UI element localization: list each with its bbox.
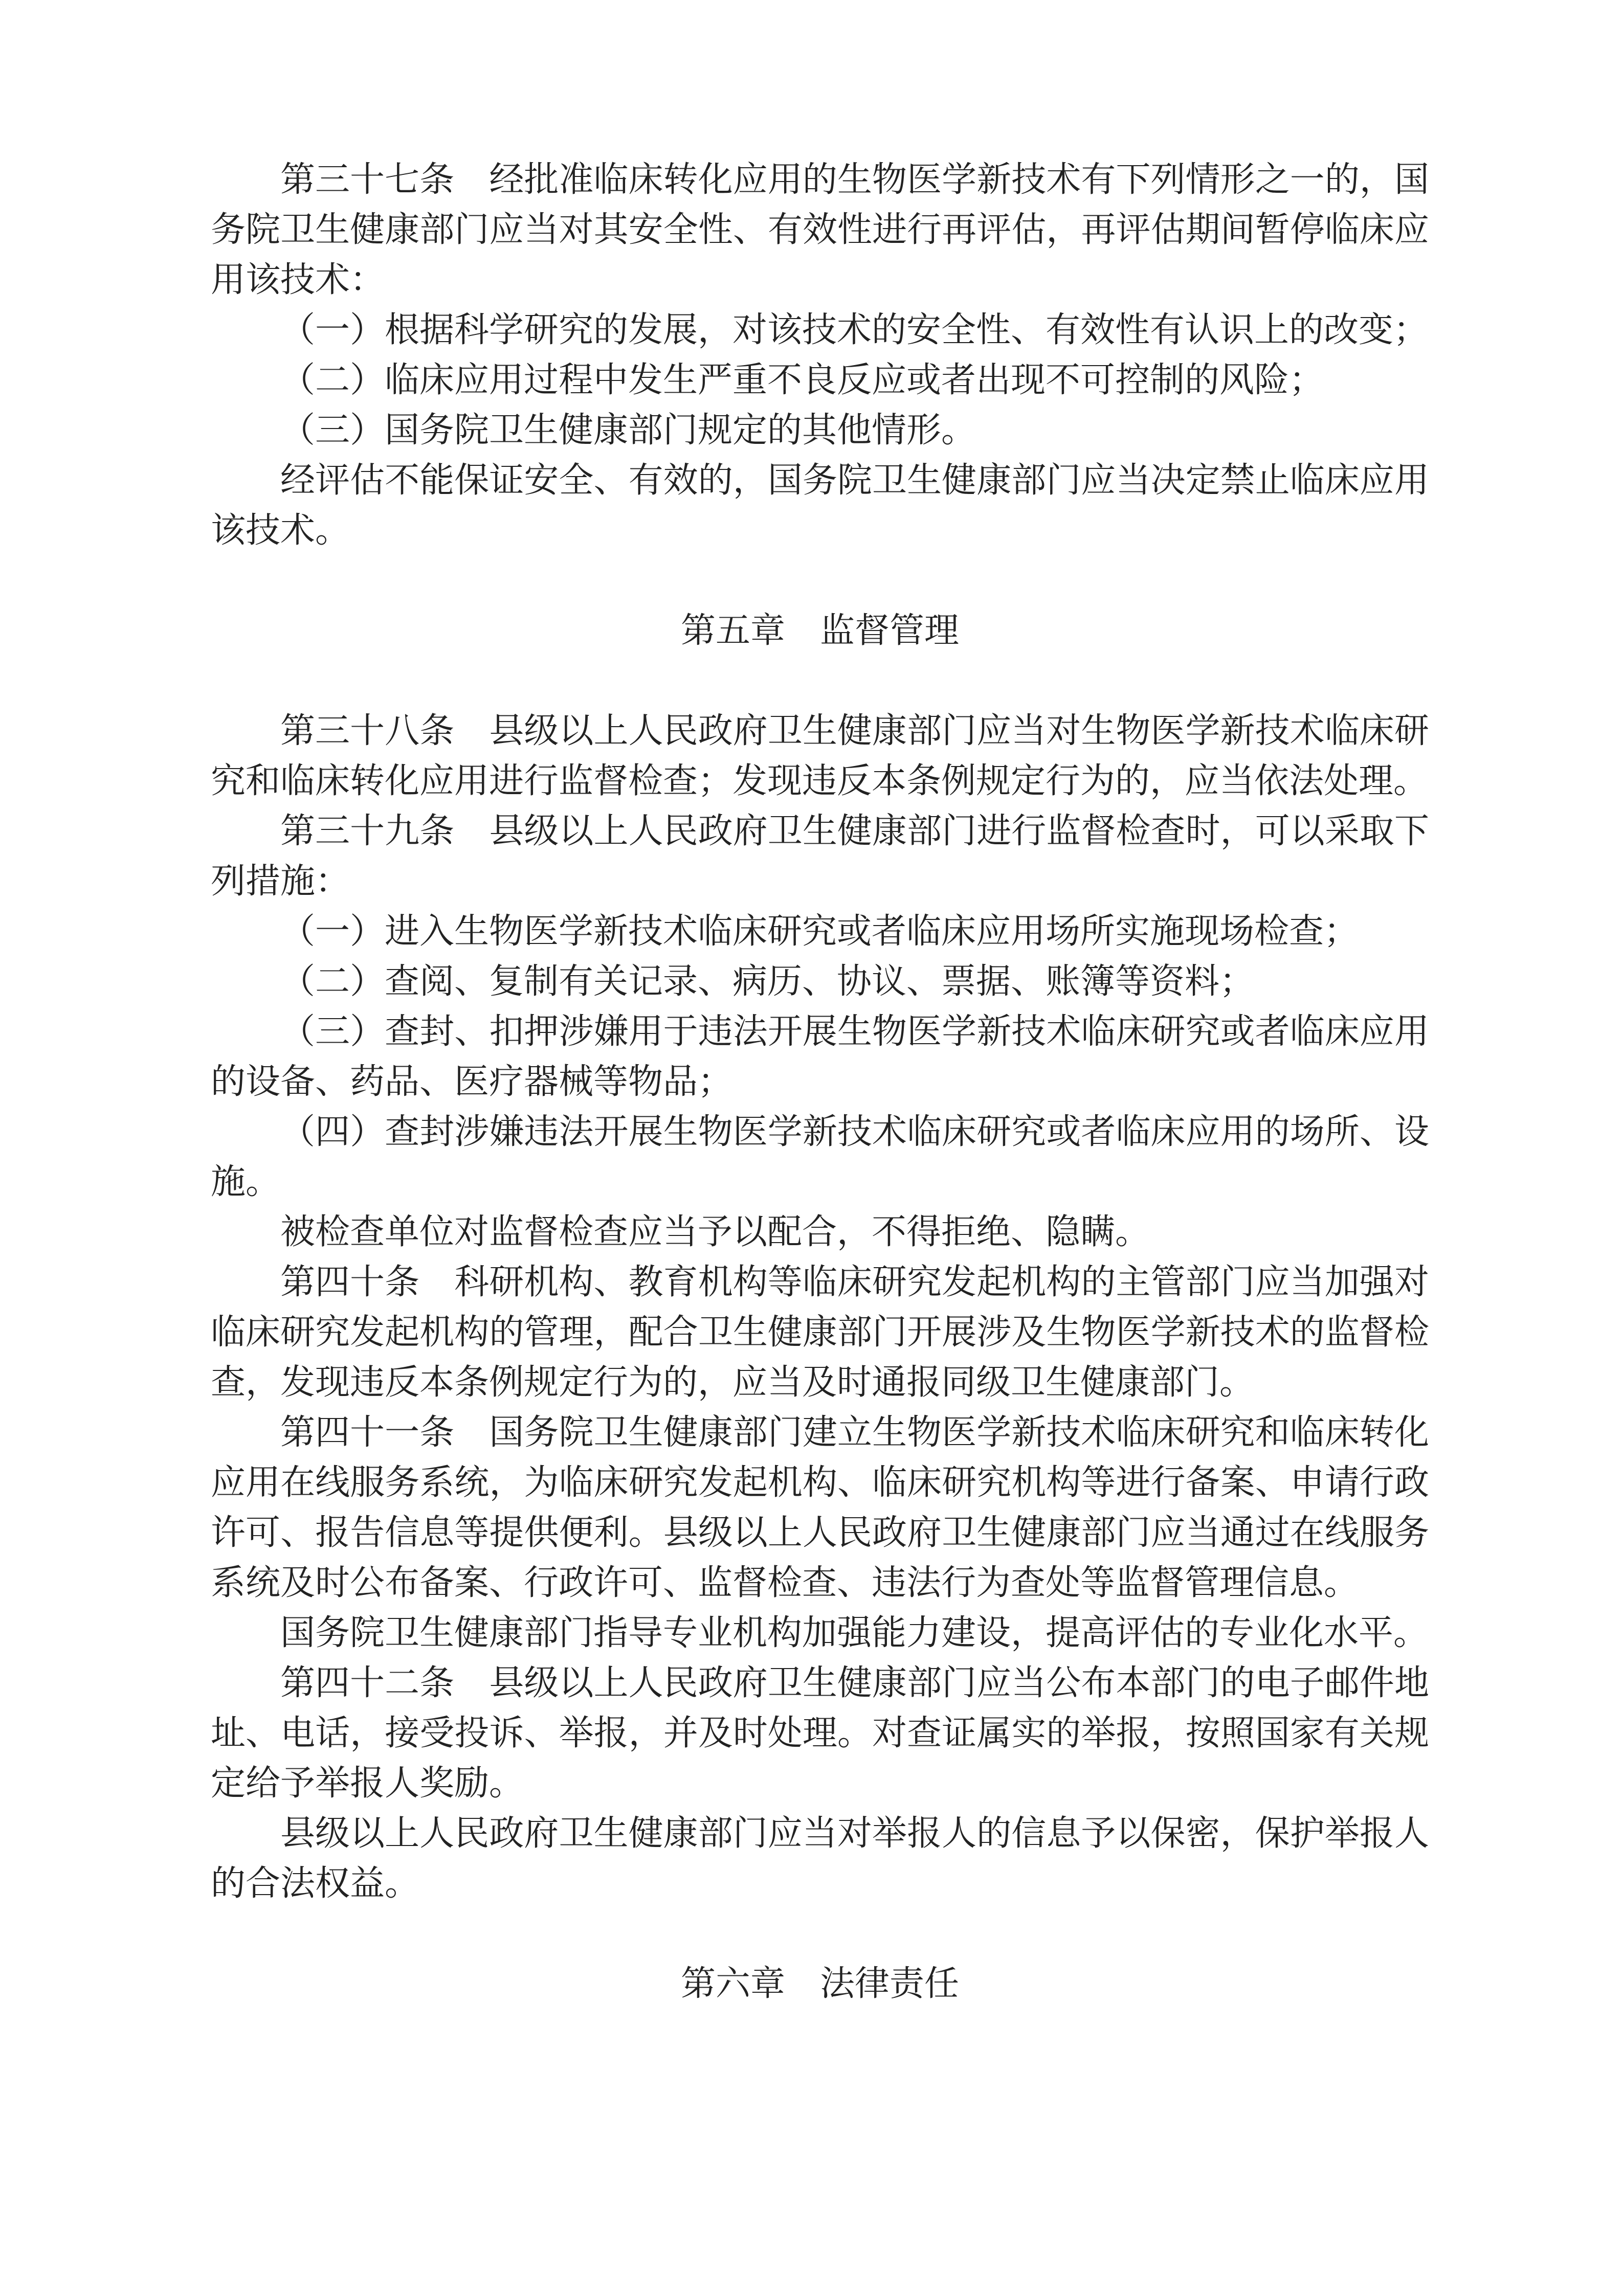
document-text-block bbox=[211, 154, 1429, 2059]
article-39-lead: 第三十九条 县级以上人民政府卫生健康部门进行监督检查时，可以采取下列措施： bbox=[211, 812, 1429, 901]
article-37-lead: 第三十七条 经批准临床转化应用的生物医学新技术有下列情形之一的，国务院卫生健康部门应当对其安全性、有效性进行再评估，再评估期间暂停临床应用该技术： bbox=[211, 160, 1429, 299]
article-42-para-2: 县级以上人民政府卫生健康部门应当对举报人的信息予以保密，保护举报人的合法权益。 bbox=[211, 1814, 1429, 1903]
article-39-item-4: （四）查封涉嫌违法开展生物医学新技术临床研究或者临床应用的场所、设施。 bbox=[211, 1112, 1429, 1201]
chapter-5-heading: 第五章 监督管理 bbox=[680, 611, 959, 650]
article-39-item-1: （一）进入生物医学新技术临床研究或者临床应用场所实施现场检查； bbox=[280, 912, 1359, 951]
article-39-closing: 被检查单位对监督检查应当予以配合，不得拒绝、隐瞒。 bbox=[280, 1212, 1150, 1251]
article-41-para-1: 第四十一条 国务院卫生健康部门建立生物医学新技术临床研究和临床转化应用在线服务系统，为临床研究发起机构、临床研究机构等进行备案、申请行政许可、报告信息等提供便利。县级以上人民政府卫生健康部门应当通过在线服务系统及时公布备案、行政许可、监督检查、违法行为查处等监督管理信息。 bbox=[211, 1413, 1429, 1602]
article-37-item-1: （一）根据科学研究的发展，对该技术的安全性、有效性有认识上的改变； bbox=[280, 310, 1429, 349]
article-39-item-2: （二）查阅、复制有关记录、病历、协议、票据、账簿等资料； bbox=[280, 962, 1255, 1001]
article-42-para-1: 第四十二条 县级以上人民政府卫生健康部门应当公布本部门的电子邮件地址、电话，接受投诉、举报，并及时处理。对查证属实的举报，按照国家有关规定给予举报人奖励。 bbox=[211, 1663, 1429, 1803]
article-41-para-2: 国务院卫生健康部门指导专业机构加强能力建设，提高评估的专业化水平。 bbox=[280, 1613, 1429, 1652]
article-39-item-3: （三）查封、扣押涉嫌用于违法开展生物医学新技术临床研究或者临床应用的设备、药品、医疗器械等物品； bbox=[211, 1012, 1429, 1101]
chapter-6-heading: 第六章 法律责任 bbox=[680, 1964, 959, 2003]
article-40: 第四十条 科研机构、教育机构等临床研究发起机构的主管部门应当加强对临床研究发起机构的管理，配合卫生健康部门开展涉及生物医学新技术的监督检查，发现违反本条例规定行为的，应当及时通报同级卫生健康部门。 bbox=[211, 1263, 1429, 1402]
article-37-item-2: （二）临床应用过程中发生严重不良反应或者出现不可控制的风险； bbox=[280, 361, 1324, 399]
article-37-item-3: （三）国务院卫生健康部门规定的其他情形。 bbox=[280, 411, 976, 449]
article-37-closing: 经评估不能保证安全、有效的，国务院卫生健康部门应当决定禁止临床应用该技术。 bbox=[211, 461, 1429, 550]
article-38: 第三十八条 县级以上人民政府卫生健康部门应当对生物医学新技术临床研究和临床转化应用进行监督检查；发现违反本条例规定行为的，应当依法处理。 bbox=[211, 711, 1429, 800]
